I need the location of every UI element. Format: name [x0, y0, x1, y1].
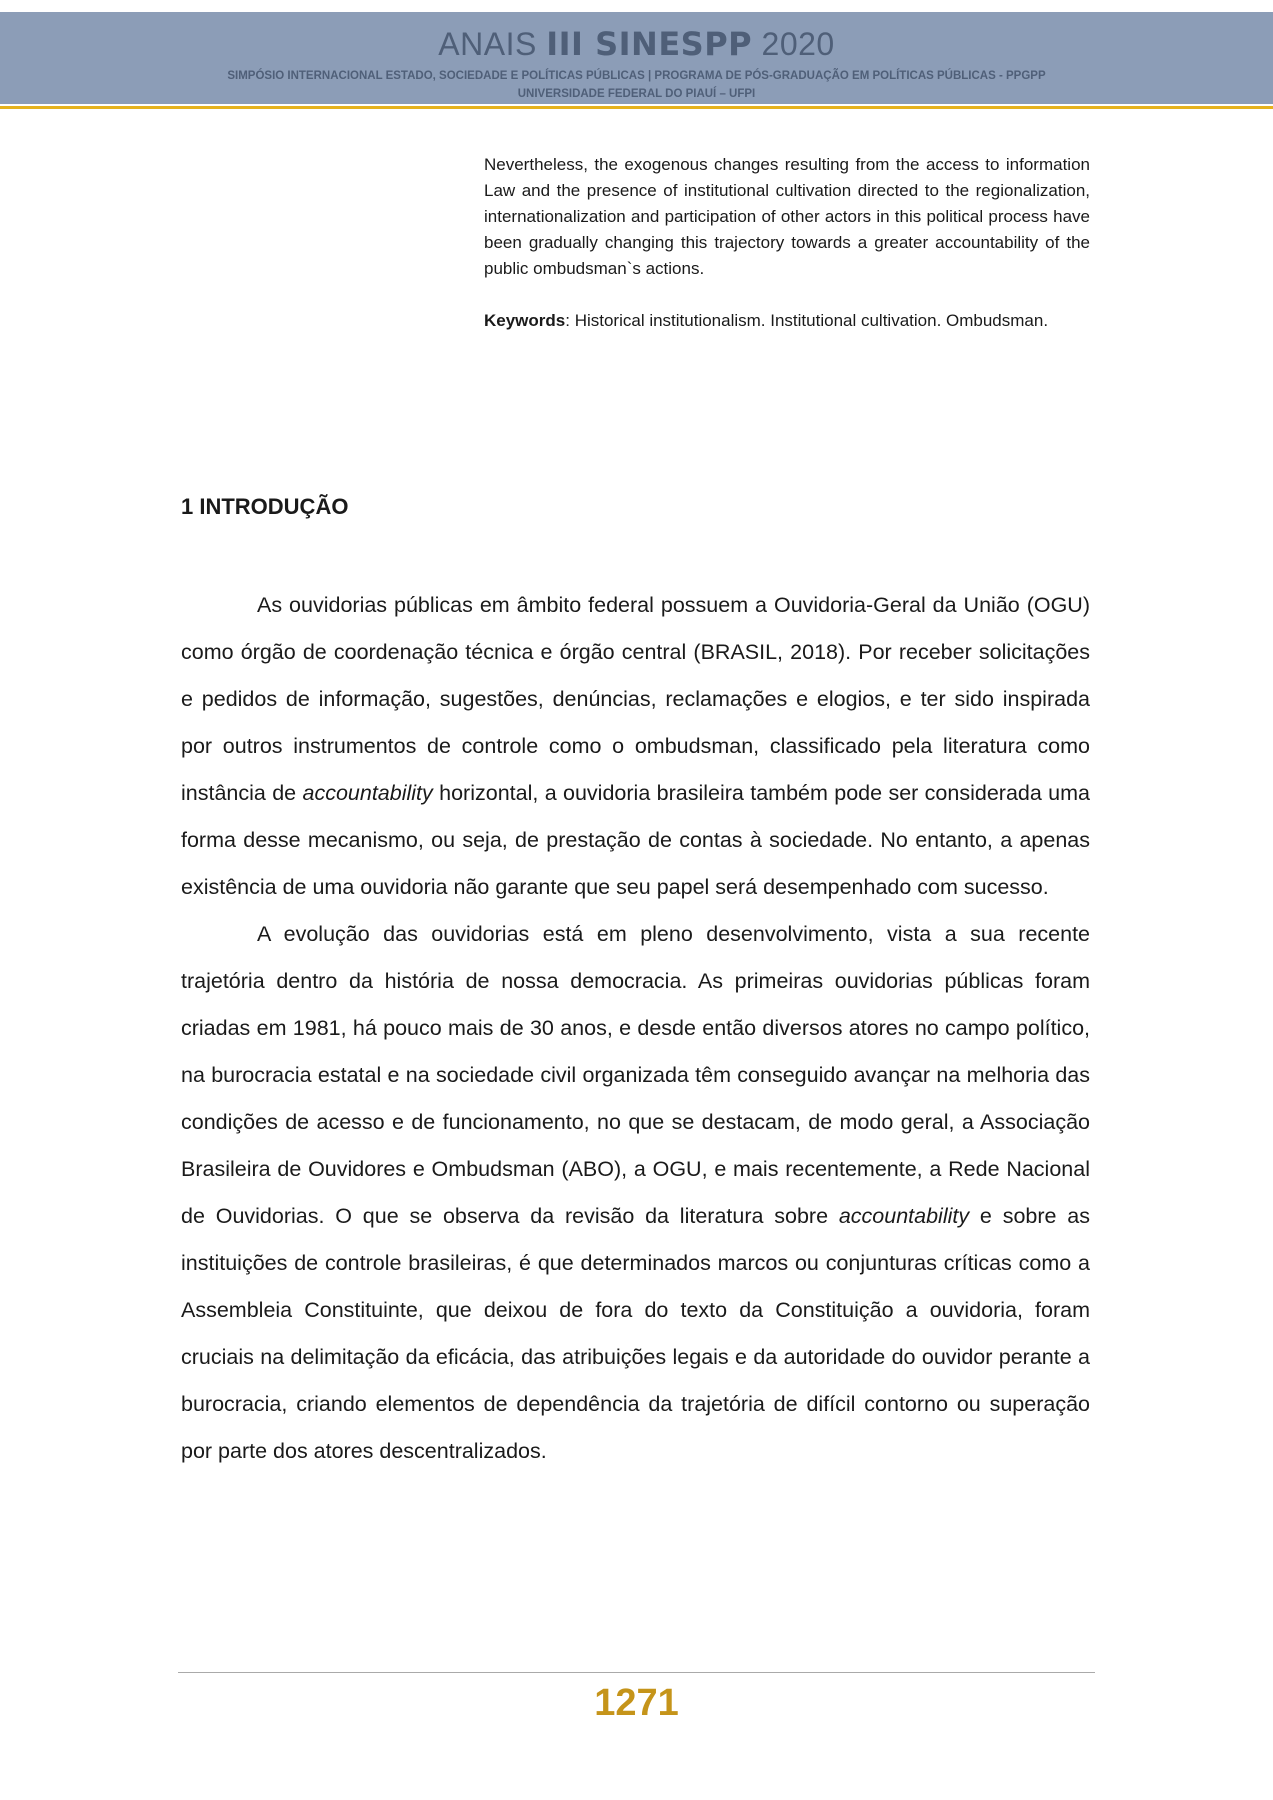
keywords-label: Keywords [484, 311, 566, 330]
header-subtitle-line2: UNIVERSIDADE FEDERAL DO PIAUÍ – UFPI [517, 88, 756, 100]
keywords-text: : Historical institutionalism. Institutional cultivation. Ombudsman. [565, 311, 1049, 330]
body-text [181, 582, 1090, 1475]
body-paragraph-2-italic: accountability [838, 1204, 970, 1228]
header-title [0, 26, 1273, 62]
body-paragraph-2 [181, 911, 1090, 1475]
body-paragraph-1-text-b: horizontal, a ouvidoria brasileira também pode ser considerada uma forma desse mecanismo, ou seja, de prestação de contas à sociedade. No entanto, a apenas existência de uma ouvidoria não garante que seu papel será desempenhado com sucesso. [181, 781, 1090, 899]
abstract-paragraph: Nevertheless, the exogenous changes resulting from the access to information Law and the presence of institutional cultivation directed to the regionalization, internationalization and participation of other actors in this political process have been gradually changing this trajectory towards a greater accountability of the public ombudsman`s actions. [484, 155, 1090, 278]
header-title-prefix: ANAIS [438, 26, 547, 62]
body-paragraph-1-italic: accountability [302, 781, 433, 805]
header-title-year: 2020 [752, 26, 835, 62]
body-paragraph-2-text-a: A evolução das ouvidorias está em pleno desenvolvimento, vista a sua recente trajetória dentro da história de nossa democracia. As primeiras ouvidorias públicas foram criadas em 1981, há pouco mais de 30 anos, e desde então diversos atores no campo político, na burocracia estatal e na sociedade civil organizada têm conseguido avançar na melhoria das condições de acesso e de funcionamento, no que se destacam, de modo geral, a Associação Brasileira de Ouvidores e Ombudsman (ABO), a OGU, e mais recentemente, a Rede Nacional de Ouvidorias. O que se observa da revisão da literatura sobre [181, 922, 1090, 1228]
body-paragraph-2-text-b: e sobre as instituições de controle brasileiras, é que determinados marcos ou conjunturas críticas como a Assembleia Constituinte, que deixou de fora do texto da Constituição a ouvidoria, foram cruciais na delimitação da eficácia, das atribuições legais e da autoridade do ouvidor perante a burocracia, criando elementos de dependência da trajetória de difícil contorno ou superação por parte dos atores descentralizados. [181, 1204, 1090, 1463]
header-subtitle-line1: SIMPÓSIO INTERNACIONAL ESTADO, SOCIEDADE E POLÍTICAS PÚBLICAS | PROGRAMA DE PÓS-GRADUAÇÃO EM POLÍTICAS PÚBLICAS - PPGPP [227, 70, 1046, 82]
body-paragraph-1 [181, 582, 1090, 911]
header-band [0, 12, 1273, 104]
header-title-bold: III SINESPP [546, 25, 753, 63]
header-divider [0, 106, 1273, 109]
footer-divider [178, 1672, 1095, 1673]
abstract-block [484, 152, 1090, 334]
page-number: 1271 [594, 1682, 679, 1724]
keywords-line [484, 308, 1090, 334]
section-title: 1 INTRODUÇÃO [181, 494, 349, 519]
body-paragraph-1-text-a: As ouvidorias públicas em âmbito federal possuem a Ouvidoria-Geral da União (OGU) como órgão de coordenação técnica e órgão central (BRASIL, 2018). Por receber solicitações e pedidos de informação, sugestões, denúncias, reclamações e elogios, e ter sido inspirada por outros instrumentos de controle como o ombudsman, classificado pela literatura como instância de [181, 593, 1090, 805]
